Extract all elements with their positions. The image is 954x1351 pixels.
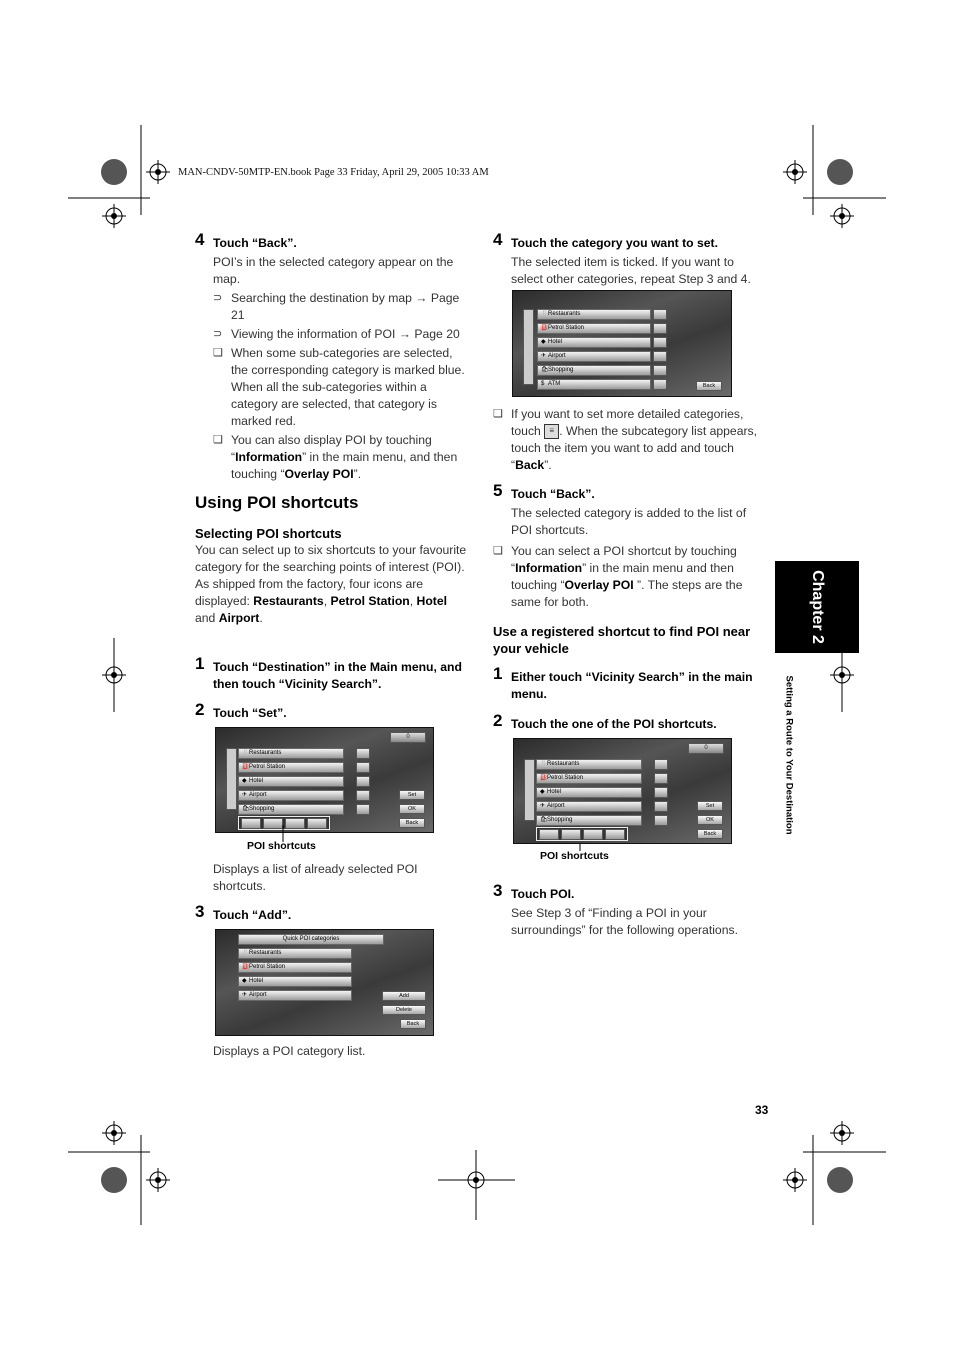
step-4-body: POI’s in the selected category appear on the map. — [213, 255, 454, 286]
scrollbar[interactable] — [524, 759, 535, 821]
list-item[interactable]: ✈ Airport — [536, 801, 642, 812]
step-2-body: Displays a list of already selected POI shortcuts. — [213, 862, 418, 893]
subsection-registered-shortcut: Use a registered shortcut to find POI near your vehicle — [493, 624, 751, 656]
page-number: 33 — [755, 1103, 769, 1117]
screen-category-select — [512, 290, 732, 397]
note-display-poi: ❏ You can also display POI by touching “Information” in the main menu, and then touching “Overlay POI”. — [213, 433, 458, 481]
step-2-set: 2 Touch “Set”. — [195, 700, 287, 720]
caption-poi-shortcuts: POI shortcuts — [247, 840, 316, 852]
note-subcategories: ❏ When some sub-categories are selected, the corresponding category is marked blue. When all the sub-categories within a category are selected, that category is marked red. — [213, 346, 465, 428]
crossref-map: ⊃ Searching the destination by map → Page 21 — [213, 291, 460, 322]
step-5-back: 5 Touch “Back”. — [493, 481, 595, 501]
caption-poi-shortcuts-2: POI shortcuts — [540, 850, 609, 862]
step-2-touch-shortcut: 2 Touch the one of the POI shortcuts. — [493, 711, 717, 731]
list-item[interactable]: ◆ Hotel — [238, 976, 352, 987]
set-button[interactable]: Set — [399, 790, 425, 800]
list-item[interactable]: ⛽Petrol Station — [238, 762, 344, 773]
list-item[interactable]: $ ATM — [537, 379, 651, 390]
list-item[interactable]: 🛍Shopping — [536, 815, 642, 826]
back-button[interactable]: Back — [696, 381, 722, 391]
print-header: MAN-CNDV-50MTP-EN.book Page 33 Friday, April 29, 2005 10:33 AM — [178, 167, 489, 178]
back-button[interactable]: Back — [400, 1019, 426, 1029]
step-1-destination: 1 Touch “Destination” in the Main menu, and then touch “Vicinity Search”. — [195, 654, 462, 691]
section-title: Using POI shortcuts — [195, 493, 359, 512]
step-3-touch-poi: 3 Touch POI. — [493, 881, 575, 901]
delete-button[interactable]: Delete — [382, 1005, 426, 1015]
screen-poi-categories — [215, 929, 434, 1036]
crossref-info: ⊃ Viewing the information of POI → Page 20 — [213, 327, 460, 341]
step-5-body: The selected category is added to the list of POI shortcuts. — [511, 506, 747, 537]
subsection-title: Selecting POI shortcuts — [195, 526, 342, 541]
note-detailed-categories: ❏ If you want to set more detailed categories, touch ≡ . When the subcategory list appears, touch the item you want to add and touch “Back”. — [493, 407, 758, 472]
chapter-label: Chapter 2 — [809, 570, 826, 644]
list-item[interactable]: ◆ Hotel — [238, 776, 344, 787]
list-item[interactable]: 🛍Shopping — [238, 804, 344, 815]
intro-text: You can select up to six shortcuts to your favourite category for the searching points of interest (POI). — [195, 543, 467, 574]
list-item[interactable]: ⛽Petrol Station — [537, 323, 651, 334]
side-section-title: Setting a Route to Your Destination — [783, 675, 795, 835]
screen-shortcuts-list: 0 🍴Restaurants ⛽Petrol Station ◆ Hotel ✈ Airport 🛍Shopping Set OK Back — [215, 727, 434, 833]
back-button[interactable]: Back — [399, 818, 425, 828]
list-item[interactable]: ✈ Airport — [537, 351, 651, 362]
list-item[interactable]: ⛽Petrol Station — [238, 962, 352, 973]
poi-shortcuts-bar[interactable] — [536, 827, 628, 841]
list-item[interactable]: 🍴Restaurants — [536, 759, 642, 770]
categories-title: Quick POI categories — [238, 934, 384, 945]
back-button[interactable]: Back — [697, 829, 723, 839]
list-item[interactable]: ⛽Petrol Station — [536, 773, 642, 784]
screen-shortcuts-list-2: 0 🍴Restaurants ⛽Petrol Station ◆ Hotel ✈ Airport 🛍Shopping Set OK Back — [513, 738, 732, 844]
list-item[interactable]: 🍴Restaurants — [238, 748, 344, 759]
ok-button[interactable]: OK — [697, 815, 723, 825]
note-select-shortcut: ❏ You can select a POI shortcut by touching “Information” in the main menu and then touching “Overlay POI ”. The steps are the same for both. — [493, 544, 743, 609]
scrollbar[interactable] — [523, 309, 534, 385]
step-4-back: 4 Touch “Back”. — [195, 230, 297, 250]
step-4-category: 4 Touch the category you want to set. — [493, 230, 718, 250]
step-3-add: 3 Touch “Add”. — [195, 902, 292, 922]
shipped-text: As shipped from the factory, four icons are displayed: Restaurants, Petrol Station, Hotel and Airport. — [195, 577, 447, 625]
right-column — [493, 230, 768, 288]
list-item[interactable]: ◆ Hotel — [537, 337, 651, 348]
list-item[interactable]: ✈ Airport — [238, 790, 344, 801]
list-item[interactable]: 🍴Restaurants — [238, 948, 352, 959]
subcategory-icon: ≡ — [544, 424, 559, 439]
step-3-touch-poi-body: See Step 3 of “Finding a POI in your surroundings” for the following operations. — [511, 906, 738, 937]
list-item[interactable]: ✈ Airport — [238, 990, 352, 1001]
set-button[interactable]: Set — [697, 801, 723, 811]
list-item[interactable]: ◆ Hotel — [536, 787, 642, 798]
list-item[interactable]: 🍴Restaurants — [537, 309, 651, 320]
step-1-vicinity: 1 Either touch “Vicinity Search” in the main menu. — [493, 664, 753, 701]
list-item[interactable]: 🛍Shopping — [537, 365, 651, 376]
add-button[interactable]: Add — [382, 991, 426, 1001]
step-3-body: Displays a POI category list. — [213, 1044, 366, 1058]
ok-button[interactable]: OK — [399, 804, 425, 814]
step-4-category-body: The selected item is ticked. If you want to select other categories, repeat Step 3 and 4. — [511, 255, 751, 286]
